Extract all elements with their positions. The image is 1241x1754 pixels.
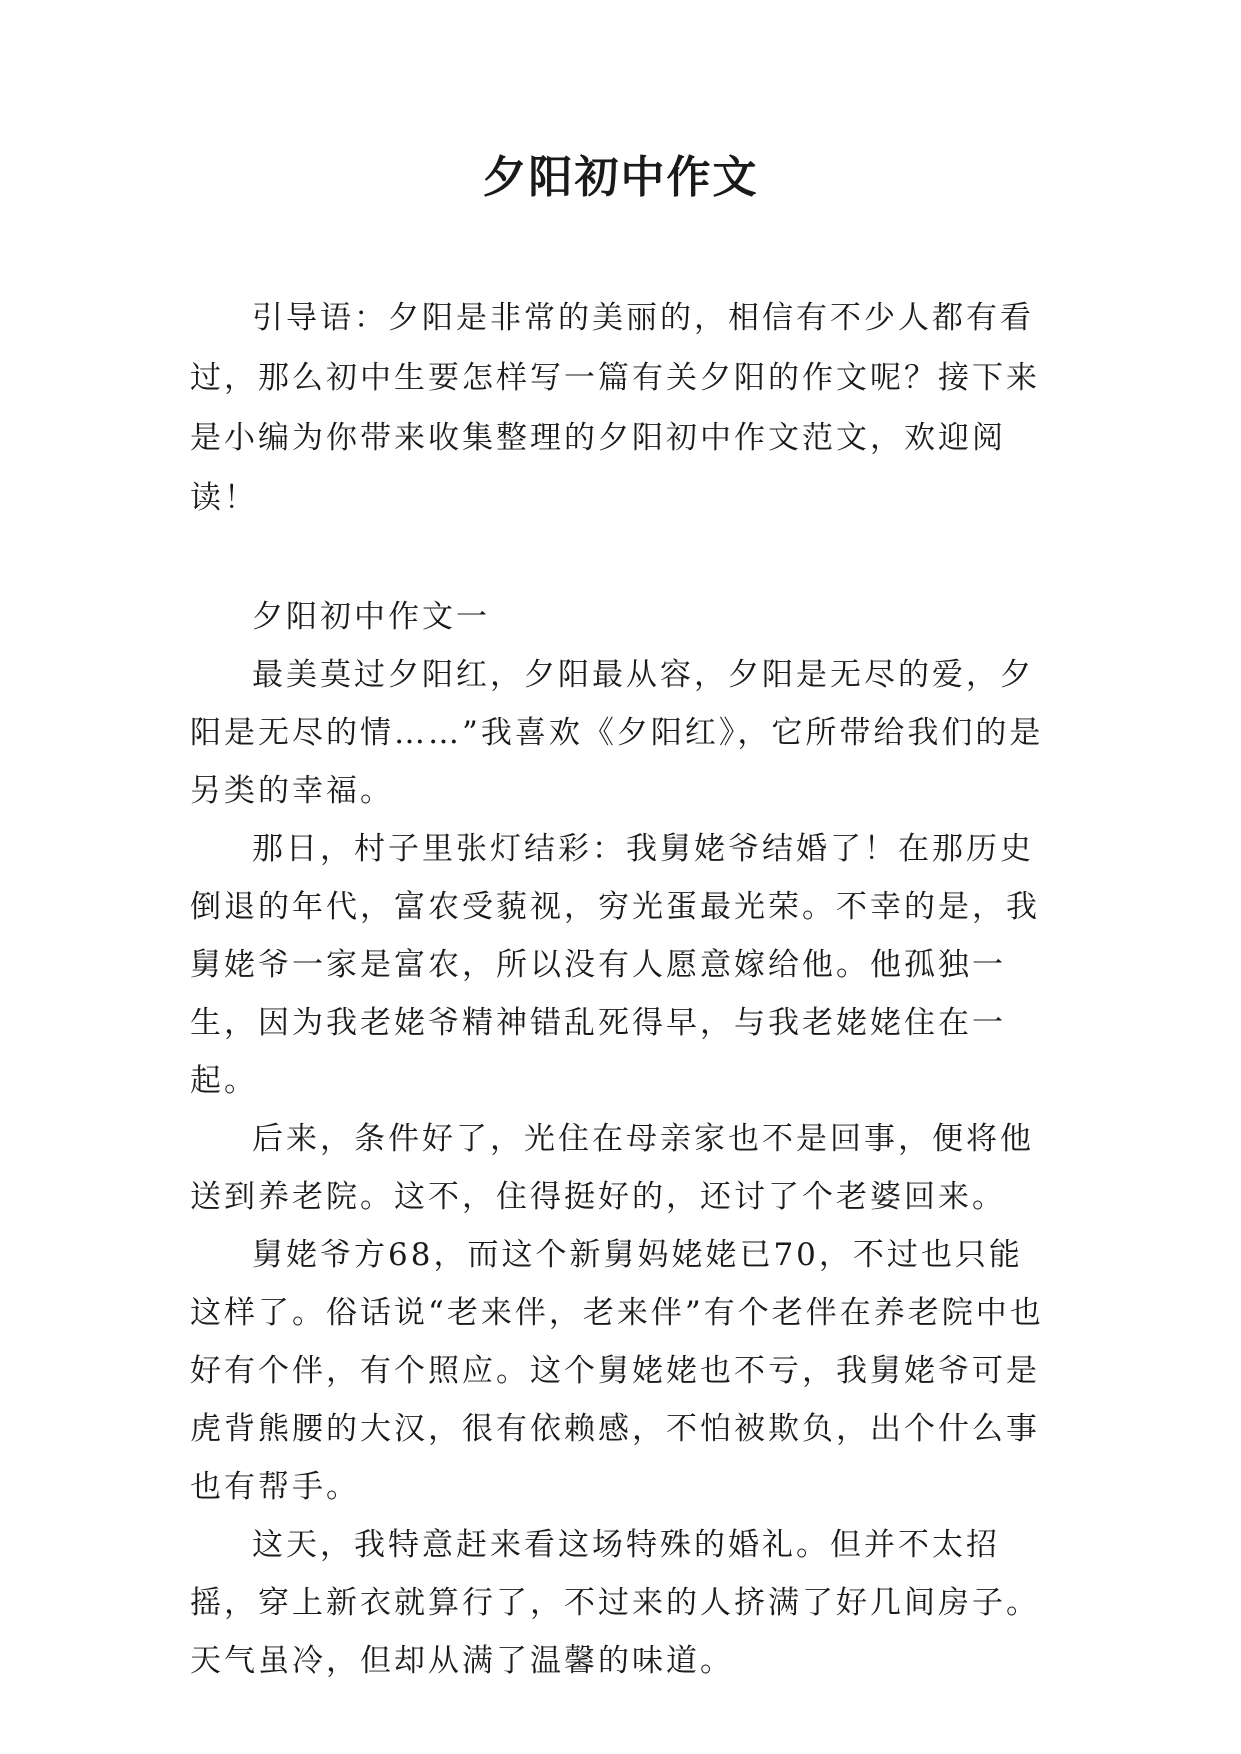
document-body: [190, 288, 1050, 1690]
body-paragraph-3: 后来，条件好了，光住在母亲家也不是回事，便将他送到养老院。这不，住得挺好的，还讨了个老婆回来。: [190, 1121, 1034, 1215]
document-title: 夕阳初中作文: [482, 152, 759, 203]
intro-paragraph: 引导语：夕阳是非常的美丽的，相信有不少人都有看过，那么初中生要怎样写一篇有关夕阳的作文呢？接下来是小编为你带来收集整理的夕阳初中作文范文，欢迎阅读！: [190, 300, 1040, 516]
paragraph-gap: [190, 528, 1050, 588]
body-paragraph-1: 最美莫过夕阳红，夕阳最从容，夕阳是无尽的爱，夕阳是无尽的情……”我喜欢《夕阳红》，它所带给我们的是另类的幸福。: [190, 657, 1044, 809]
body-paragraph-5: 这天，我特意赶来看这场特殊的婚礼。但并不太招摇，穿上新衣就算行了，不过来的人挤满了好几间房子。天气虽冷，但却从满了温馨的味道。: [190, 1527, 1040, 1679]
body-paragraph-2: 那日，村子里张灯结彩：我舅姥爷结婚了！在那历史倒退的年代，富农受藐视，穷光蛋最光荣。不幸的是，我舅姥爷一家是富农，所以没有人愿意嫁给他。他孤独一生，因为我老姥爷精神错乱死得早，与我老姥姥住在一起。: [190, 831, 1040, 1099]
body-paragraph-4: 舅姥爷方68，而这个新舅妈姥姥已70，不过也只能这样了。俗话说“老来伴，老来伴”有个老伴在养老院中也好有个伴，有个照应。这个舅姥姥也不亏，我舅姥爷可是虎背熊腰的大汉，很有依赖感，不怕被欺负，出个什么事也有帮手。: [190, 1237, 1044, 1505]
section-heading: 夕阳初中作文一: [252, 599, 490, 635]
